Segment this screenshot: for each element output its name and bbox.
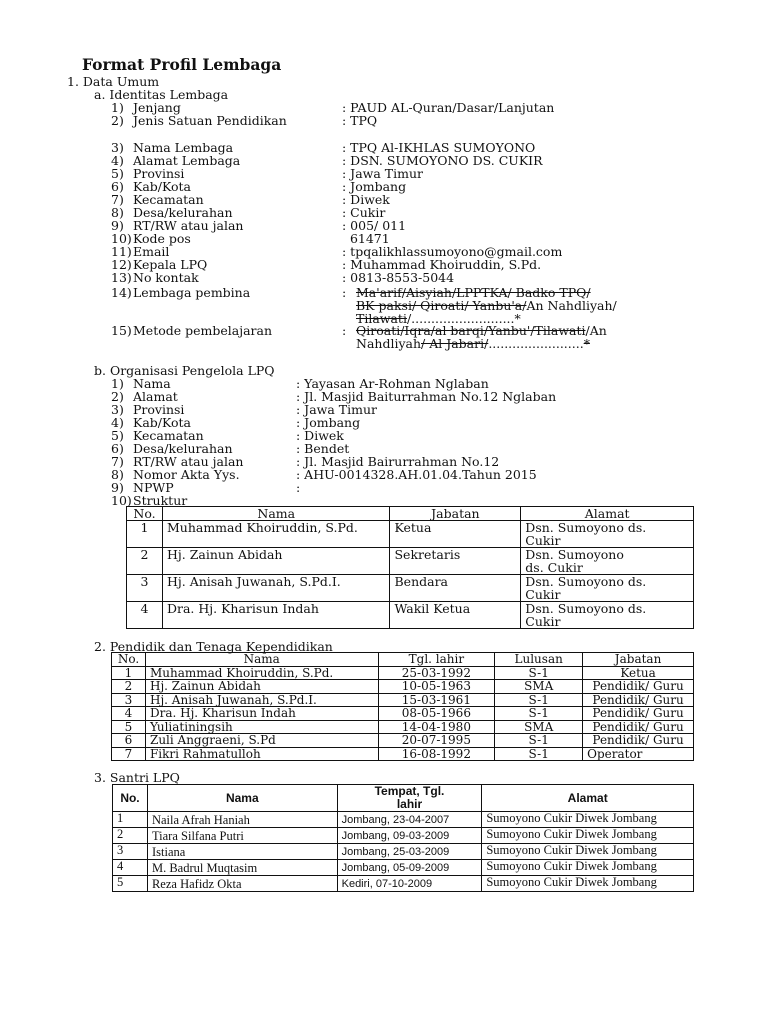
table-row: 3 Hj. Anisah Juwanah, S.Pd.I. Bendara Dsn. Sumoyono ds. Cukir — [127, 575, 694, 602]
table-row: 4 Dra. Hj. Kharisun Indah 08-05-1966 S-1 Pendidik/ Guru — [112, 707, 694, 721]
pembina-selected: An Nahdliyah/ — [526, 298, 617, 313]
metode-selected: Nahdliyah — [356, 336, 422, 351]
column-header: No. — [112, 653, 146, 667]
table-row: 1 Naila Afrah Haniah Jombang, 23-04-2007 Sumoyono Cukir Diwek Jombang — [113, 812, 694, 828]
pembina-struck-line1: Ma'arif/Aisyiah/LPPTKA/ Badko TPQ/ — [356, 285, 591, 300]
column-header: Jabatan — [583, 653, 694, 667]
section-pendidik: 2. Pendidik dan Tenaga Kependidikan — [94, 639, 333, 654]
pembina-struck-line3: Tilawati — [356, 311, 407, 326]
table-row: 7 Fikri Rahmatulloh 16-08-1992 S-1 Operator — [112, 747, 694, 761]
pembina-blank: /..........................* — [406, 311, 521, 326]
table-row: 5 Yuliatiningsih 14-04-1980 SMA Pendidik/ Guru — [112, 720, 694, 734]
section-data-umum: 1. Data Umum — [67, 74, 160, 89]
table-row: 3 Istiana Jombang, 25-03-2009 Sumoyono Cukir Diwek Jombang — [113, 844, 694, 860]
subsection-identitas-lembaga: a. Identitas Lembaga — [94, 87, 229, 102]
column-header: Nama — [147, 785, 337, 812]
column-header: Nama — [162, 507, 390, 521]
table-row: 5 Reza Hafidz Okta Kediri, 07-10-2009 Sumoyono Cukir Diwek Jombang — [113, 876, 694, 892]
metode-struck-line1: Qiroati/Iqra/al barqi/Yanbu'/Tilawati — [356, 323, 586, 338]
table-row: 2 Hj. Zainun Abidah 10-05-1963 SMA Pendidik/ Guru — [112, 680, 694, 694]
table-row: 4 Dra. Hj. Kharisun Indah Wakil Ketua Dsn. Sumoyono ds. Cukir — [127, 602, 694, 629]
column-header: Tempat, Tgl. lahir — [337, 785, 482, 812]
column-header: Tgl. lahir — [378, 653, 495, 667]
column-header: Jabatan — [390, 507, 521, 521]
table-row: 6 Zuli Anggraeni, S.Pd 20-07-1995 S-1 Pendidik/ Guru — [112, 734, 694, 748]
metode-struck-line2: / Al Jabari/ — [421, 336, 489, 351]
table-row: 1 Muhammad Khoiruddin, S.Pd. Ketua Dsn. Sumoyono ds. Cukir — [127, 521, 694, 548]
santri-table — [112, 784, 694, 892]
table-row: 2 Hj. Zainun Abidah Sekretaris Dsn. Sumoyono ds. Cukir — [127, 548, 694, 575]
pembina-struck-line2: BK paksi/ Qiroati/ Yanbu'a/ — [356, 298, 527, 313]
table-header-row — [127, 507, 694, 521]
struktur-table — [126, 506, 694, 629]
column-header: Alamat — [521, 507, 694, 521]
table-row: 3 Hj. Anisah Juwanah, S.Pd.I. 15-03-1961 S-1 Pendidik/ Guru — [112, 693, 694, 707]
column-header: Lulusan — [495, 653, 583, 667]
table-row: 1 Muhammad Khoiruddin, S.Pd. 25-03-1992 S-1 Ketua — [112, 666, 694, 680]
column-header: Alamat — [482, 785, 694, 812]
table-row: 4 M. Badrul Muqtasim Jombang, 05-09-2009 Sumoyono Cukir Diwek Jombang — [113, 860, 694, 876]
column-header: No. — [127, 507, 163, 521]
pendidik-table — [111, 652, 694, 761]
page-title: Format Profil Lembaga — [82, 55, 282, 74]
section-santri: 3. Santri LPQ — [94, 770, 180, 785]
column-header: Nama — [145, 653, 378, 667]
table-header-row — [112, 653, 694, 667]
table-row: 2 Tiara Silfana Putri Jombang, 09-03-2009 Sumoyono Cukir Diwek Jombang — [113, 828, 694, 844]
table-header-row — [113, 785, 694, 812]
column-header: No. — [113, 785, 148, 812]
subsection-organisasi: b. Organisasi Pengelola LPQ — [94, 363, 275, 378]
